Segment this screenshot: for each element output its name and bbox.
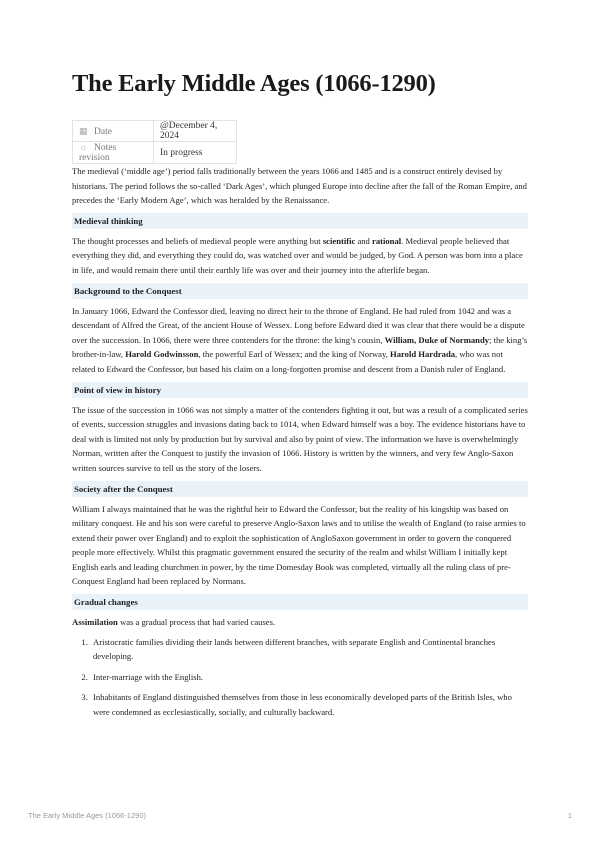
property-key: Notes revision xyxy=(79,143,117,163)
property-row-status xyxy=(73,142,237,164)
assimilation-paragraph: Assimilation was a gradual process that had varied causes. xyxy=(72,617,276,628)
property-value-status[interactable]: In progress xyxy=(154,142,237,164)
calendar-icon: ▦ xyxy=(79,125,88,136)
medieval-paragraph: The thought processes and beliefs of medieval people were anything but scientific and rational. Medieval people believed that everything they did, and everything they could do, was watched over and would be judged, by God. A person was born into a place in life, and would remain there until their earthly life was over and their journey into the afterlife began. xyxy=(72,235,523,275)
footer-title: The Early Middle Ages (1066-1290) xyxy=(28,811,146,820)
list-item: 3. Inhabitants of England distinguished themselves from those in less economically developed parts of the British Isles, who were condemned as ecclesiastically, socially, and culturally backward. xyxy=(90,690,528,719)
pov-paragraph: The issue of the succession in 1066 was not simply a matter of the contenders fighting it out, but was a result of a complicated series of events, succession struggles and invasions dating back to 1014, when Edward himself was a boy. The evidence historians have to deal with is limited not only by production but by survival and also by point of view. The information we have is overwhelmingly Norman, written after the Conquest to justify the invasion of 1066. History is written by the winners, and very few Anglo-Saxon written sources survive to tell us the story of the losers. xyxy=(72,404,528,473)
list-item: 1. Aristocratic families dividing their lands between different branches, with separate English and Continental branches developing. xyxy=(90,635,528,664)
property-row-date xyxy=(73,121,237,142)
property-key: Date xyxy=(94,126,112,137)
document-body xyxy=(72,164,528,726)
page-title: The Early Middle Ages (1066-1290) xyxy=(72,70,436,97)
section-heading-background: Background to the Conquest xyxy=(72,283,528,299)
background-paragraph: In January 1066, Edward the Confessor died, leaving no direct heir to the throne of England. He had ruled from 1042 and was a descendant of Alfred the Great, of the ancient House of Wessex. Long before Edward died it was clear that there would be a dispute over the succession. In 1066, there were three contenders for the throne: the king’s cousin, William, Duke of Normandy; the king’s brother-in-law, Harold Godwinsson, the powerful Earl of Wessex; and the king of Norway, Harold Hardrada, who was not related to Edward the Confessor, but based his claim on a long-forgotten promise and descent from a Danish ruler of England. xyxy=(72,305,528,374)
list-item: 2. Inter-marriage with the English. xyxy=(90,670,528,685)
section-heading-point-of-view: Point of view in history xyxy=(72,382,528,398)
section-heading-gradual-changes: Gradual changes xyxy=(72,594,528,610)
page-footer xyxy=(28,811,572,820)
properties-table xyxy=(72,120,237,164)
page-number: 1 xyxy=(567,811,572,820)
section-heading-society: Society after the Conquest xyxy=(72,481,528,497)
society-paragraph: William I always maintained that he was the rightful heir to Edward the Confessor, but the reality of his kingship was based on military conquest. He and his son were careful to preserve Anglo-Saxon laws and to utilise the wealth of England (to raise armies to extend their power over England) and to exploit the sophistication of AngloSaxon government in order to govern the conquered people more effectively. Whilst this pragmatic government ensured the security of the realm and whilst William I initially kept English earls and leading churchmen in power, by the time Domesday Book was completed, virtually all the ruling class of pre-Conquest England had been replaced by Normans. xyxy=(72,503,526,587)
changes-list xyxy=(72,635,528,720)
intro-paragraph: The medieval (‘middle age’) period falls traditionally between the years 1066 and 1485 and is a construct entirely devised by historians. The period follows the so-called ‘Dark Ages’, which plunged Europe into decline after the fall of the Roman Empire, and precedes the ‘Early Modern Age’, which was heralded by the Renaissance. xyxy=(72,166,527,206)
section-heading-medieval-thinking: Medieval thinking xyxy=(72,213,528,229)
property-value-date[interactable]: @December 4, 2024 xyxy=(154,121,237,142)
status-icon: ☼ xyxy=(79,142,88,152)
